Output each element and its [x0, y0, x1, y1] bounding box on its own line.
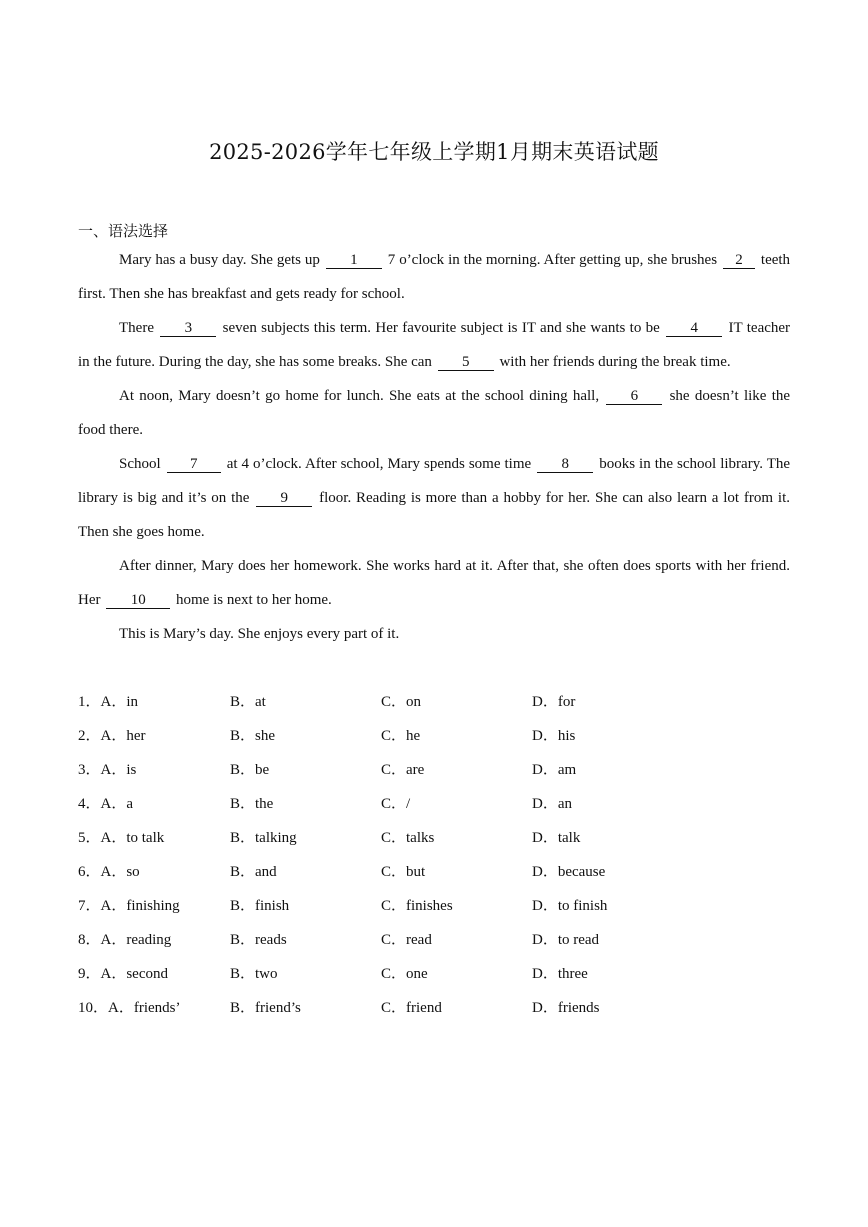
answer-blank-3: 3	[160, 320, 216, 337]
answer-blank-9: 9	[256, 490, 312, 507]
answer-options	[78, 685, 790, 1025]
option-a: 4．A．a	[78, 796, 133, 812]
option-d: D．an	[532, 796, 572, 812]
passage-paragraph-4	[78, 447, 790, 549]
option-a: 1．A．in	[78, 694, 139, 710]
question-row-3	[78, 753, 790, 787]
passage-text: with her friends during the break time.	[499, 354, 731, 370]
option-a: 6．A．so	[78, 864, 140, 880]
answer-blank-4: 4	[666, 320, 722, 337]
passage-text: at 4 o’clock. After school, Mary spends some time	[226, 456, 532, 472]
option-c: C．he	[381, 728, 421, 744]
option-c: C．friend	[381, 1000, 442, 1016]
passage-text: floor. Reading is more than a hobby for her. She can also learn a lot from it. Then she goes home.	[78, 490, 790, 540]
passage-text: home is next to her home.	[176, 592, 332, 608]
question-row-4	[78, 787, 790, 821]
option-d: D．for	[532, 694, 576, 710]
option-b: B．two	[230, 966, 278, 982]
question-row-1	[78, 685, 790, 719]
option-d: D．to read	[532, 932, 600, 948]
option-d: D．am	[532, 762, 577, 778]
passage-paragraph-6	[78, 617, 790, 651]
answer-blank-1: 1	[326, 252, 382, 269]
option-d: D．his	[532, 728, 576, 744]
question-row-8	[78, 923, 790, 957]
cloze-passage	[78, 243, 790, 651]
option-a: 10．A．friends’	[78, 1000, 181, 1016]
option-c: C．talks	[381, 830, 435, 846]
question-row-7	[78, 889, 790, 923]
option-d: D．talk	[532, 830, 581, 846]
answer-blank-5: 5	[438, 354, 494, 371]
passage-text: IT teacher in the future. During the day, she has some breaks. She can	[78, 320, 791, 370]
option-b: B．be	[230, 762, 270, 778]
passage-paragraph-5	[78, 549, 790, 617]
passage-text: teeth first. Then she has breakfast and gets ready for school.	[78, 252, 791, 302]
option-a: 8．A．reading	[78, 932, 172, 948]
passage-paragraph-1	[78, 243, 790, 311]
option-a: 3．A．is	[78, 762, 137, 778]
passage-text: seven subjects this term. Her favourite subject is IT and she wants to be	[222, 320, 660, 336]
passage-paragraph-2	[78, 311, 790, 379]
option-d: D．three	[532, 966, 588, 982]
option-b: B．friend’s	[230, 1000, 301, 1016]
option-b: B．at	[230, 694, 266, 710]
option-c: C．/	[381, 796, 411, 812]
question-row-10	[78, 991, 790, 1025]
passage-text: There	[119, 320, 154, 336]
option-d: D．because	[532, 864, 606, 880]
question-row-6	[78, 855, 790, 889]
option-a: 2．A．her	[78, 728, 146, 744]
answer-blank-7: 7	[167, 456, 221, 473]
answer-blank-8: 8	[537, 456, 593, 473]
option-a: 7．A．finishing	[78, 898, 180, 914]
option-c: C．finishes	[381, 898, 453, 914]
passage-text: books in the school library. The library is big and it’s on the	[78, 456, 791, 506]
option-b: B．she	[230, 728, 276, 744]
option-b: B．finish	[230, 898, 290, 914]
passage-text: After dinner, Mary does her homework. She works hard at it. After that, she often does sports with her friend. Her	[78, 558, 790, 608]
option-b: B．the	[230, 796, 274, 812]
option-c: C．one	[381, 966, 428, 982]
option-d: D．friends	[532, 1000, 600, 1016]
option-d: D．to finish	[532, 898, 608, 914]
question-row-9	[78, 957, 790, 991]
answer-blank-10: 10	[106, 592, 170, 609]
option-b: B．reads	[230, 932, 287, 948]
option-b: B．talking	[230, 830, 297, 846]
passage-text: This is Mary’s day. She enjoys every part of it.	[119, 626, 400, 642]
passage-paragraph-3	[78, 379, 790, 447]
option-c: C．on	[381, 694, 422, 710]
option-b: B．and	[230, 864, 277, 880]
option-c: C．but	[381, 864, 426, 880]
passage-text: 7 o’clock in the morning. After getting up, she brushes	[387, 252, 718, 268]
passage-text: she doesn’t like the food there.	[78, 388, 791, 438]
option-a: 9．A．second	[78, 966, 168, 982]
option-c: C．are	[381, 762, 425, 778]
answer-blank-6: 6	[606, 388, 662, 405]
passage-text: At noon, Mary doesn’t go home for lunch. She eats at the school dining hall,	[119, 388, 600, 404]
passage-text: School	[119, 456, 161, 472]
section-heading: 一、语法选择	[78, 222, 169, 240]
option-c: C．read	[381, 932, 432, 948]
answer-blank-2: 2	[723, 252, 755, 269]
passage-text: Mary has a busy day. She gets up	[119, 252, 320, 268]
question-row-2	[78, 719, 790, 753]
question-row-5	[78, 821, 790, 855]
option-a: 5．A．to talk	[78, 830, 165, 846]
page-title: 2025-2026学年七年级上学期1月期末英语试题	[209, 140, 659, 164]
